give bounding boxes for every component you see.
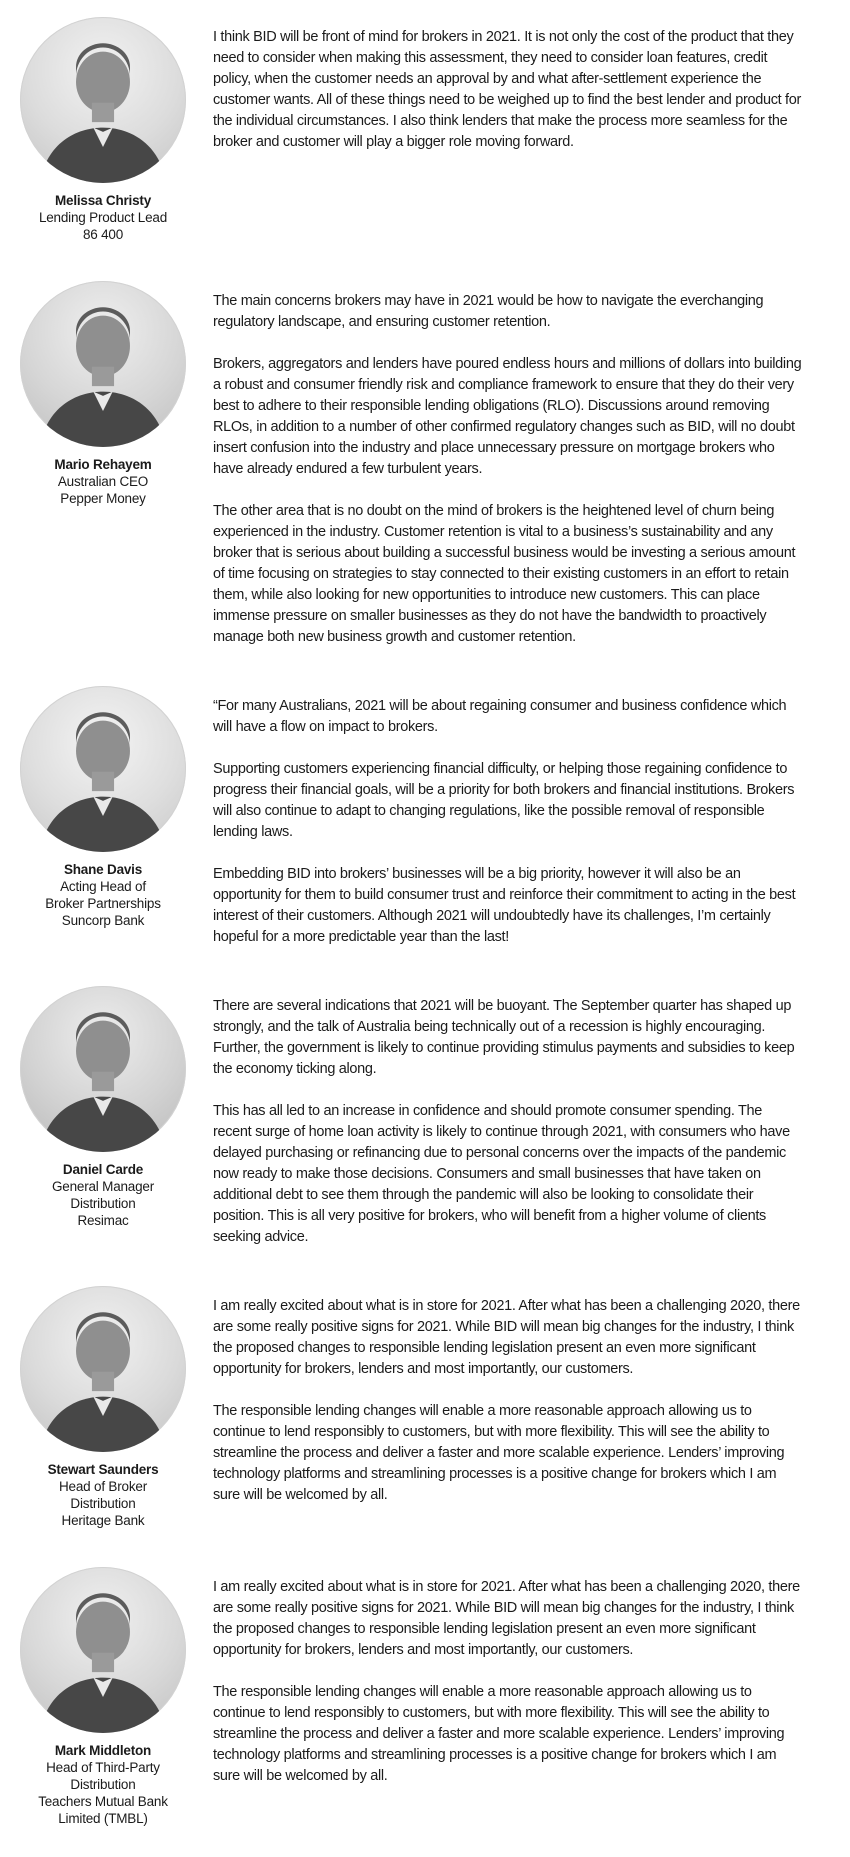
quote-text-block bbox=[188, 1286, 804, 1506]
person-title-line: Distribution bbox=[70, 1196, 136, 1211]
quote-paragraph: I am really excited about what is in store for 2021. After what has been a challenging 2020, there are some really positive signs for 2021. While BID will mean big changes for the industry, I think the proposed changes to responsible lending legislation present an even more significant opportunity for brokers, lenders and most importantly, our customers. bbox=[213, 1579, 800, 1658]
quote-text-block bbox=[188, 986, 804, 1248]
person-title-line: Teachers Mutual Bank bbox=[38, 1794, 168, 1809]
person-name: Melissa Christy bbox=[54, 193, 152, 208]
quote-paragraph: “For many Australians, 2021 will be about regaining consumer and business confidence which will have a flow on impact to brokers. bbox=[213, 698, 787, 735]
mark-middleton-portrait-photo-icon bbox=[20, 1567, 186, 1733]
person-title-line: Limited (TMBL) bbox=[58, 1811, 148, 1826]
quote-paragraph: The responsible lending changes will enable a more reasonable approach allowing us to continue to lend responsibly to customers, but with more flexibility. This will see the ability to streamline the process and deliver a faster and more scalable experience. Lenders’ improving technology platforms and streamlining processes is a positive change for brokers which I am sure will be welcomed by all. bbox=[213, 1403, 785, 1503]
person-profile bbox=[18, 281, 188, 507]
person-title-line: 86 400 bbox=[82, 227, 124, 242]
person-title-line: Distribution bbox=[70, 1496, 136, 1511]
avatar bbox=[20, 986, 186, 1152]
person-title-line: Head of Broker bbox=[59, 1479, 147, 1494]
person-section bbox=[18, 281, 804, 648]
person-title-line: Acting Head of bbox=[60, 879, 146, 894]
person-section bbox=[18, 17, 804, 243]
person-title-line: Australian CEO bbox=[57, 474, 149, 489]
quote-paragraph: I think BID will be front of mind for brokers in 2021. It is not only the cost of the product that they need to consider when making this assessment, they need to consider loan features, credit policy, when the customer needs an approval by and what after-settlement experience the customer wants. All of these things need to be weighed up to find the best lender and product for the individual circumstances. I also think lenders that make the process more seamless for the broker and customer will play a bigger role moving forward. bbox=[213, 29, 802, 150]
avatar bbox=[20, 17, 186, 183]
person-title-line: Head of Third-Party bbox=[46, 1760, 160, 1775]
person-profile bbox=[18, 986, 188, 1229]
stewart-saunders-portrait-photo-icon bbox=[20, 1286, 186, 1452]
person-title-line: Distribution bbox=[70, 1777, 136, 1792]
avatar bbox=[20, 1567, 186, 1733]
quote-paragraph: The main concerns brokers may have in 2021 would be how to navigate the everchanging regulatory landscape, and ensuring customer retention. bbox=[213, 293, 764, 330]
person-section bbox=[18, 986, 804, 1248]
person-section bbox=[18, 1286, 804, 1529]
daniel-carde-portrait-photo-icon bbox=[20, 986, 186, 1152]
person-caption bbox=[45, 861, 161, 929]
person-profile bbox=[18, 1286, 188, 1529]
person-section bbox=[18, 686, 804, 948]
quote-paragraph: Brokers, aggregators and lenders have poured endless hours and millions of dollars into building a robust and consumer friendly risk and compliance framework to ensure that they do their very best to adhere to their responsible lending obligations (RLO). Discussions around removing RLOs, in addition to a number of other confirmed regulatory changes such as BID, will no doubt insert confusion into the industry and place unnecessary pressure on mortgage brokers who have already endured a few turbulent years. bbox=[213, 356, 802, 477]
avatar bbox=[20, 686, 186, 852]
person-profile bbox=[18, 1567, 188, 1827]
avatar bbox=[20, 1286, 186, 1452]
person-name: Stewart Saunders bbox=[47, 1462, 159, 1477]
person-name: Mark Middleton bbox=[54, 1743, 152, 1758]
quote-paragraph: Supporting customers experiencing financial difficulty, or helping those regaining confidence to progress their financial goals, will be a priority for both brokers and financial institutions. Brokers will also continue to adapt to changing regulations, like the possible removal of responsible lending laws. bbox=[213, 761, 795, 840]
person-caption bbox=[39, 192, 167, 243]
avatar bbox=[20, 281, 186, 447]
person-title-line: Broker Partnerships bbox=[45, 896, 161, 911]
person-title-line: Heritage Bank bbox=[61, 1513, 145, 1528]
melissa-christy-portrait-photo-icon bbox=[20, 17, 186, 183]
shane-davis-portrait-photo-icon bbox=[20, 686, 186, 852]
quote-paragraph: Embedding BID into brokers’ businesses will be a big priority, however it will also be an opportunity for them to build consumer trust and reinforce their commitment to acting in the best interest of their customers. Although 2021 will undoubtedly have its challenges, I’m certainly hopeful for a more predictable year than the last! bbox=[213, 866, 796, 945]
quote-text-block bbox=[188, 686, 804, 948]
mario-rehayem-portrait-photo-icon bbox=[20, 281, 186, 447]
person-name: Shane Davis bbox=[63, 862, 143, 877]
person-title-line: Pepper Money bbox=[60, 491, 146, 506]
quote-text-block bbox=[188, 1567, 804, 1787]
person-title-line: General Manager bbox=[51, 1179, 155, 1194]
person-title-line: Suncorp Bank bbox=[61, 913, 145, 928]
person-title-line: Lending Product Lead bbox=[38, 210, 168, 225]
person-caption bbox=[48, 1461, 159, 1529]
quote-paragraph: The other area that is no doubt on the mind of brokers is the heightened level of churn being experienced in the industry. Customer retention is vital to a business’s sustainability and any broker that is serious about building a successful business would be investing a serious amount of time focusing on strategies to stay connected to their existing customers in an effort to retain them, while also looking for new opportunities to introduce new customers. This can place immense pressure on smaller businesses as they do not have the bandwidth to proactively manage both new business growth and customer retention. bbox=[213, 503, 796, 645]
person-profile bbox=[18, 17, 188, 243]
person-name: Mario Rehayem bbox=[54, 457, 152, 472]
quote-paragraph: This has all led to an increase in confidence and should promote consumer spending. The recent surge of home loan activity is likely to continue through 2021, with consumers who have delayed purchasing or refinancing due to personal concerns over the impacts of the pandemic now ready to make those decisions. Consumers and small businesses that have taken on additional debt to see them through the pandemic will also be looking to consolidate their position. This is all very positive for brokers, who will benefit from a higher volume of clients seeking advice. bbox=[213, 1103, 790, 1245]
quote-paragraph: There are several indications that 2021 will be buoyant. The September quarter has shaped up strongly, and the talk of Australia being technically out of a recession is highly encouraging. Further, the government is likely to continue providing stimulus payments and subsidies to keep the economy ticking along. bbox=[213, 998, 795, 1077]
quote-text-block bbox=[188, 281, 804, 648]
person-title-line: Resimac bbox=[77, 1213, 129, 1228]
person-profile bbox=[18, 686, 188, 929]
quote-text-block bbox=[188, 17, 804, 153]
quote-paragraph: I am really excited about what is in store for 2021. After what has been a challenging 2020, there are some really positive signs for 2021. While BID will mean big changes for the industry, I think the proposed changes to responsible lending legislation present an even more significant opportunity for brokers, lenders and most importantly, our customers. bbox=[213, 1298, 800, 1377]
person-caption bbox=[54, 456, 151, 507]
person-section bbox=[18, 1567, 804, 1827]
quote-paragraph: The responsible lending changes will enable a more reasonable approach allowing us to continue to lend responsibly to customers, but with more flexibility. This will see the ability to streamline the process and deliver a faster and more scalable experience. Lenders’ improving technology platforms and streamlining processes is a positive change for brokers which I am sure will be welcomed by all. bbox=[213, 1684, 785, 1784]
person-caption bbox=[52, 1161, 154, 1229]
person-name: Daniel Carde bbox=[62, 1162, 144, 1177]
person-caption bbox=[38, 1742, 168, 1827]
